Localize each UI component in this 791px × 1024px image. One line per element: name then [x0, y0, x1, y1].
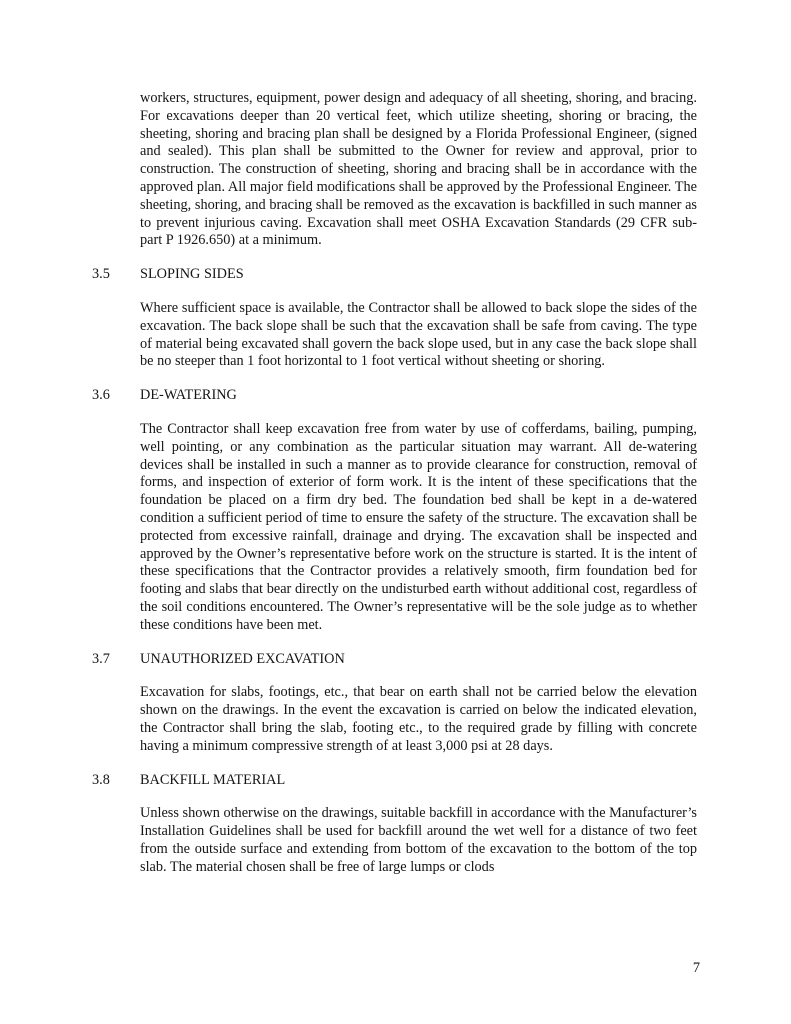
section-title: DE-WATERING	[140, 387, 237, 404]
section-body: Unless shown otherwise on the drawings, suitable backfill in accordance with the Manufacturer’s Installation Guidelines shall be used for backfill around the wet well for a distance of two feet from the outside surface and extending from bottom of the excavation to the bottom of the top slab. The material chosen shall be free of large lumps or clods	[140, 805, 697, 875]
page-number: 7	[692, 960, 700, 976]
page-content	[92, 90, 697, 876]
section-body: The Contractor shall keep excavation free from water by use of cofferdams, bailing, pumping, well pointing, or any combination as the particular situation may warrant. All de-watering devices shall be installed in such a manner as to provide clearance for construction, removal of forms, and inspection of exterior of form work. It is the intent of these specifications that the foundation be placed on a firm dry bed. The foundation bed shall be kept in a de-watered condition a sufficient period of time to ensure the safety of the structure. The excavation shall be protected from excessive rainfall, drainage and drying. The excavation shall be inspected and approved by the Owner’s representative before work on the structure is started. It is the intent of these specifications that the Contractor provides a relatively smooth, firm foundation bed for footing and slabs that bear directly on the undisturbed earth without additional cost, regardless of the soil conditions encountered. The Owner’s representative will be the sole judge as to whether these conditions have been met.	[140, 420, 697, 633]
section-number: 3.7	[92, 650, 110, 667]
section-3-5	[92, 266, 697, 371]
section-3-8	[92, 772, 697, 877]
section-number: 3.8	[92, 771, 110, 788]
section-heading	[92, 387, 697, 405]
section-heading	[92, 266, 697, 284]
section-3-7	[92, 651, 697, 756]
section-heading	[92, 651, 697, 669]
section-3-6	[92, 387, 697, 634]
section-title: BACKFILL MATERIAL	[140, 771, 286, 788]
section-body: Excavation for slabs, footings, etc., that bear on earth shall not be carried below the elevation shown on the drawings. In the event the excavation is carried on below the indicated elevation, the Contractor shall bring the slab, footing etc., to the required grade by filling with concrete having a minimum compressive strength of at least 3,000 psi at 28 days.	[140, 684, 697, 754]
section-title: UNAUTHORIZED EXCAVATION	[140, 650, 345, 667]
continuation-paragraph: workers, structures, equipment, power design and adequacy of all sheeting, shoring, and bracing. For excavations deeper than 20 vertical feet, which utilize sheeting, shoring or bracing, the sheeting, shoring and bracing plan shall be designed by a Florida Professional Engineer, (signed and sealed). This plan shall be submitted to the Owner for review and approval, prior to construction. The construction of sheeting, shoring and bracing shall be in accordance with the approved plan. All major field modifications shall be approved by the Professional Engineer. The sheeting, shoring, and bracing shall be removed as the excavation is backfilled in such manner as to prevent injurious caving. Excavation shall meet OSHA Excavation Standards (29 CFR sub- part P 1926.650) at a minimum.	[140, 90, 697, 249]
section-body: Where sufficient space is available, the Contractor shall be allowed to back slope the sides of the excavation. The back slope shall be such that the excavation shall be safe from caving. The type of material being excavated shall govern the back slope used, but in any case the back slope shall be no steeper than 1 foot horizontal to 1 foot vertical without sheeting or shoring.	[140, 299, 697, 370]
section-title: SLOPING SIDES	[140, 266, 244, 283]
section-number: 3.6	[92, 387, 110, 404]
section-heading	[92, 772, 697, 790]
section-number: 3.5	[92, 266, 110, 283]
